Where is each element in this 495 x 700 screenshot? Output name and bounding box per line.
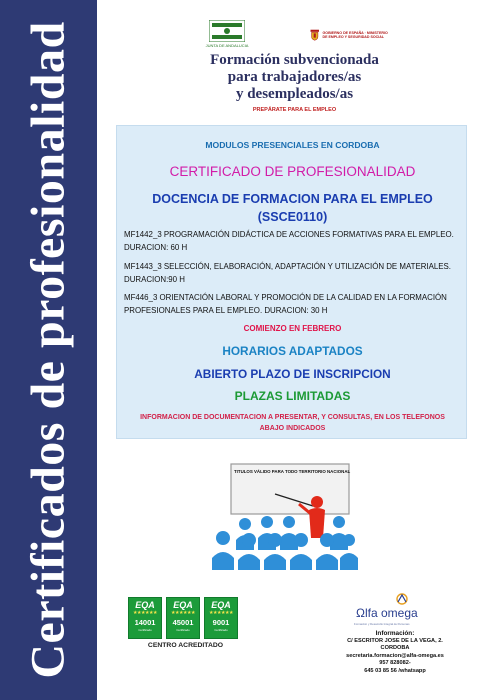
header-title bbox=[182, 52, 407, 103]
centro-acreditado-label: CENTRO ACREDITADO bbox=[147, 642, 224, 649]
stars-icon: ★★★★★★ bbox=[209, 610, 233, 616]
phone-text: 957 828082- bbox=[379, 660, 411, 667]
eqa-tiny-text: Certificado bbox=[138, 628, 152, 632]
junta-andalucia-logo bbox=[205, 20, 249, 52]
certification-badges bbox=[128, 597, 238, 639]
information-note: INFORMACION DE DOCUMENTACION A PRESENTAR, Y CONSULTAS, EN LOS TELEFONOS ABAJO INDICADOS bbox=[140, 414, 445, 432]
eqa-tiny-text: Certificado bbox=[176, 628, 190, 632]
classroom-illustration bbox=[203, 462, 363, 574]
eqa-badge-45001 bbox=[166, 597, 200, 639]
side-band bbox=[0, 0, 97, 700]
company-name: Ωlfa omega bbox=[356, 606, 418, 620]
header-title-line-2: para trabajadores/as bbox=[227, 69, 362, 85]
module-item: MF1443_3 SELECCIÓN, ELABORACIÓN, ADAPTACIÓN Y UTILIZACIÓN DE MATERIALES. DURACION:90 H bbox=[124, 262, 451, 284]
company-tagline: Formación y Desarrollo Integral de Personas bbox=[354, 622, 410, 626]
teacher-icon bbox=[311, 496, 323, 508]
header-title-line-1: Formación subvencionada bbox=[210, 52, 379, 68]
limited-places-text: PLAZAS LIMITADAS bbox=[234, 389, 351, 403]
start-date-text: COMIENZO EN FEBRERO bbox=[243, 324, 342, 333]
illustration-caption: TITULOS VÁLIDO PARA TODO TERRITORIO NACIONAL bbox=[234, 469, 351, 474]
course-title: DOCENCIA DE FORMACION PARA EL EMPLEO bbox=[152, 192, 433, 206]
eqa-badge-14001 bbox=[128, 597, 162, 639]
eqa-brand: EQA bbox=[173, 600, 193, 610]
gobierno-logo bbox=[310, 22, 390, 48]
eqa-number: 9001 bbox=[212, 618, 230, 627]
eqa-tiny-text: Certificado bbox=[214, 628, 228, 632]
course-code: (SSCE0110) bbox=[257, 210, 328, 224]
address-line: C/ ESCRITOR JOSE DE LA VEGA, 2. bbox=[347, 637, 443, 644]
contact-info bbox=[320, 630, 470, 676]
registration-text: ABIERTO PLAZO DE INSCRIPCION bbox=[194, 367, 391, 381]
email-text: secretaria.formacion@alfa-omega.es bbox=[346, 652, 444, 659]
eqa-number: 45001 bbox=[172, 618, 194, 627]
header-subtitle: PREPÁRATE PARA EL EMPLEO bbox=[252, 107, 337, 113]
schedule-text: HORARIOS ADAPTADOS bbox=[222, 344, 363, 358]
contact-label: Información: bbox=[375, 630, 415, 637]
header-title-line-3: y desempleados/as bbox=[235, 86, 354, 102]
stars-icon: ★★★★★★ bbox=[171, 610, 195, 616]
side-title: Certificados de profesionalidad bbox=[21, 21, 75, 679]
eqa-brand: EQA bbox=[135, 600, 155, 610]
course-info-box bbox=[116, 125, 467, 439]
modulos-heading: MODULOS PRESENCIALES EN CORDOBA bbox=[205, 140, 380, 150]
city-line: CORDOBA bbox=[380, 645, 410, 652]
eqa-badge-9001 bbox=[204, 597, 238, 639]
certificado-heading: CERTIFICADO DE PROFESIONALIDAD bbox=[169, 164, 416, 179]
gobierno-text: GOBIERNO DE ESPAÑA · MINISTERIO DE EMPLEO Y SEGURIDAD SOCIAL bbox=[322, 30, 388, 39]
module-item: MF1442_3 PROGRAMACIÓN DIDÁCTICA DE ACCIONES FORMATIVAS PARA EL EMPLEO. DURACION: 60 H bbox=[124, 230, 454, 252]
junta-emblem-icon bbox=[209, 20, 245, 42]
junta-label: JUNTA DE ANDALUCIA bbox=[205, 43, 249, 48]
eqa-brand: EQA bbox=[211, 600, 231, 610]
eqa-number: 14001 bbox=[134, 618, 156, 627]
stars-icon: ★★★★★★ bbox=[133, 610, 157, 616]
whatsapp-text: 645 03 85 56 /whatsapp bbox=[364, 667, 426, 674]
coat-of-arms-icon bbox=[310, 24, 320, 46]
module-item: MF446_3 ORIENTACIÓN LABORAL Y PROMOCIÓN DE LA CALIDAD EN LA FORMACIÓN PROFESIONALES PARA EL EMPLEO. DURACION: 30 H bbox=[124, 293, 447, 315]
